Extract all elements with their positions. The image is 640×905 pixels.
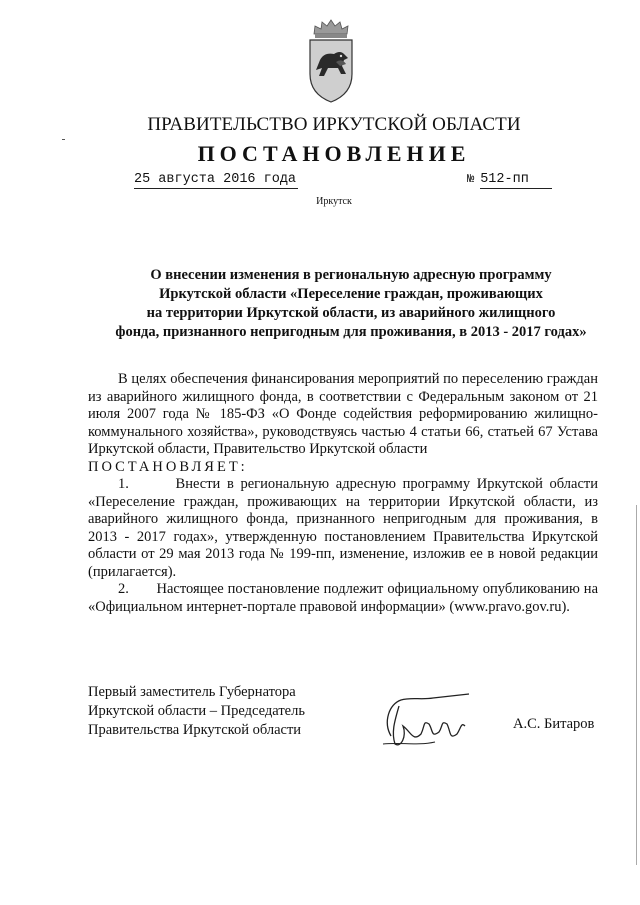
- item-2-number: 2.: [118, 581, 129, 597]
- subject-line: Иркутской области «Переселение граждан, проживающих: [159, 286, 543, 302]
- subject-line: на территории Иркутской области, из аварийного жилищного: [146, 305, 556, 321]
- city-label: Иркутск: [316, 196, 352, 207]
- decree-date: 25 августа 2016 года: [134, 172, 297, 187]
- irkutsk-coat-of-arms-icon: [306, 18, 356, 104]
- government-title: ПРАВИТЕЛЬСТВО ИРКУТСКОЙ ОБЛАСТИ: [147, 114, 521, 135]
- signatory-name: А.С. Битаров: [513, 716, 595, 732]
- decree-number: 512-пп: [480, 172, 552, 189]
- signatory-position: [88, 683, 305, 740]
- decree-body: [88, 371, 598, 616]
- document-type-title: ПОСТАНОВЛЕНИЕ: [197, 141, 471, 166]
- decree-number-field: [467, 172, 552, 189]
- item-1-text: Внести в региональную адресную программу Иркутской области «Переселение граждан, проживающих на территории Иркутской области, из аварийного жилищного фонда, признанного непригодным для проживания, в 2013 - 2017 годах», утвержденную постановлением Правительства Иркутской области от 29 мая 2013 года № 199-пп, изменение, изложив ее в новой редакции (прилагается).: [88, 476, 598, 580]
- preamble-paragraph: В целях обеспечения финансирования мероприятий по переселению граждан из аварийного жилищного фонда, в соответствии с Федеральным законом от 21 июля 2007 года № 185-ФЗ «О Фонде содействия реформированию жилищно-коммунального хозяйства», руководствуясь частью 4 статьи 66, статьей 67 Устава Иркутской области, Правительство Иркутской области: [88, 371, 598, 457]
- item-1-number: 1.: [118, 476, 129, 492]
- subject-line: фонда, признанного непригодным для проживания, в 2013 - 2017 годах»: [115, 324, 587, 340]
- margin-mark: [62, 139, 65, 140]
- position-line: Иркутской области – Председатель: [88, 703, 305, 719]
- item-2-text: Настоящее постановление подлежит официальному опубликованию на «Официальном интернет-портале правовой информации» (www.pravo.gov.ru).: [88, 581, 599, 615]
- decree-subject: [90, 266, 612, 342]
- position-line: Правительства Иркутской области: [88, 722, 302, 738]
- handwritten-signature: [377, 692, 475, 752]
- resolves-heading: ПОСТАНОВЛЯЕТ:: [88, 458, 248, 475]
- scan-edge: [636, 505, 637, 865]
- item-2-paragraph: [88, 581, 598, 616]
- subject-line: О внесении изменения в региональную адресную программу: [150, 267, 552, 283]
- number-sign: №: [467, 172, 475, 186]
- item-1-paragraph: [88, 476, 598, 581]
- position-line: Первый заместитель Губернатора: [88, 684, 296, 700]
